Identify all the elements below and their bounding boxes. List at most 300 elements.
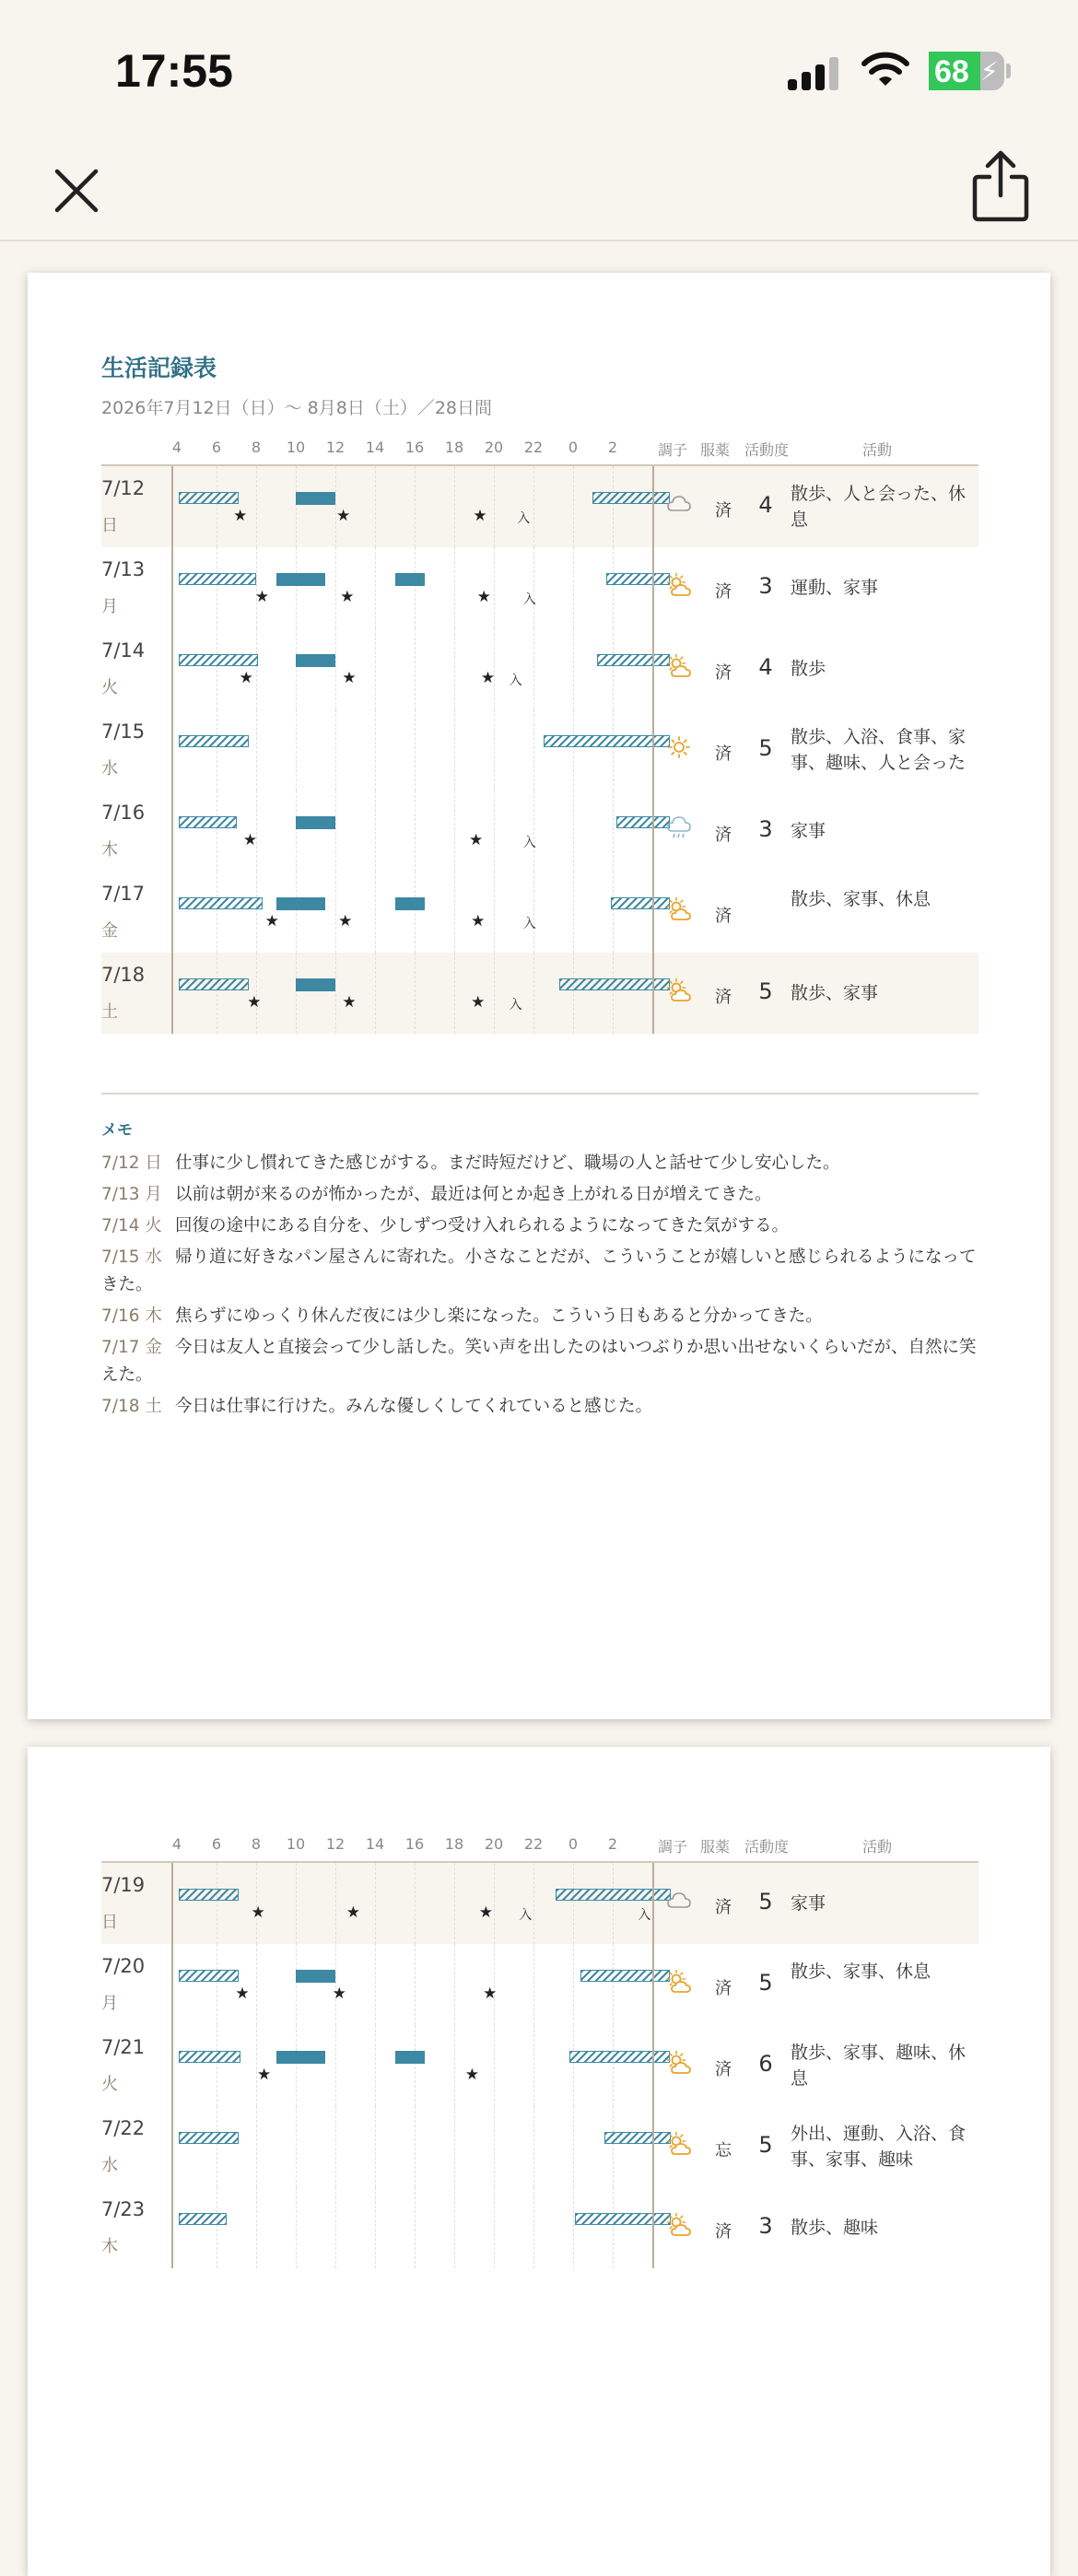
sleep-bar [569,2051,671,2063]
hour-gridline [494,709,495,790]
hour-gridline [256,2106,257,2187]
activity-level: 5 [758,978,773,1004]
memo-date: 7/17 金 [101,1338,162,1357]
sleep-bar [616,816,670,828]
document-period: 2026年7月12日（日）〜 8月8日（土）／28日間 [101,398,493,418]
hour-gridline [296,2187,297,2268]
memo-date: 7/12 日 [101,1153,162,1173]
hour-gridline [415,2025,416,2106]
memo-title: メモ [101,1121,133,1140]
hour-gridline [573,872,574,953]
hour-gridline [533,2025,534,2106]
row-date: 7/20 [101,1955,146,1977]
day-row [101,2025,978,2106]
hour-gridline [296,1944,297,2025]
day-row [101,2106,978,2187]
hour-gridline [296,547,297,628]
activities-column-header: 活動 [862,1838,893,1856]
hour-gridline [375,709,376,790]
activity-level-column-header: 活動度 [744,441,790,459]
row-weekday: 火 [101,678,118,697]
hour-gridline [454,2025,455,2106]
hour-gridline [573,628,574,709]
status-bar [0,0,1078,129]
medication-status: 済 [715,988,732,1007]
meal-star-icon: ★ [254,588,270,606]
share-icon[interactable] [967,149,1034,223]
hour-gridline [375,628,376,709]
chart-header [101,439,978,463]
hour-gridline [296,953,297,1034]
row-weekday: 金 [101,921,118,941]
hour-gridline [256,2187,257,2268]
hour-gridline [296,466,297,547]
row-date: 7/19 [101,1874,146,1896]
hour-gridline [494,466,495,547]
hour-gridline [335,2187,336,2268]
meal-star-icon: ★ [469,831,484,849]
hour-gridline [415,466,416,547]
meal-star-icon: ★ [235,1985,250,2003]
activity-level: 3 [758,2213,773,2239]
partly-sunny-weather-icon [665,571,693,599]
hour-tick-label: 18 [444,1835,464,1853]
row-weekday: 土 [101,1002,118,1022]
hour-tick-label: 12 [325,439,346,456]
sleep-bar [179,2213,227,2225]
hour-gridline [454,547,455,628]
activity-level-column-header: 活動度 [744,1838,790,1856]
medication-status: 済 [715,2060,732,2079]
memo-date: 7/15 水 [101,1247,162,1267]
hour-gridline [613,1863,614,1944]
row-date: 7/13 [101,558,146,580]
hour-gridline [533,2187,534,2268]
sleep-bar [606,573,670,585]
row-weekday: 木 [101,2237,118,2256]
activity-level: 3 [758,816,773,842]
day-row [101,790,978,872]
hour-tick-label: 6 [211,439,222,456]
activities-text: 散歩、趣味 [791,2218,879,2238]
hour-tick-label: 14 [365,439,385,456]
activities-text: 家事 [791,1893,826,1914]
hour-gridline [415,709,416,790]
hour-gridline [296,2106,297,2187]
medication-status: 済 [715,2222,732,2242]
activities-column-header: 活動 [862,441,893,459]
memo-text: 帰り道に好きなパン屋さんに寄れた。小さなことだが、こういうことが嬉しいと感じられるようになってきた。 [101,1247,977,1294]
row-weekday: 日 [101,516,118,535]
hour-tick-label: 8 [251,1835,262,1853]
day-row [101,2187,978,2268]
meal-star-icon: ★ [471,912,486,931]
hour-gridline [454,2187,455,2268]
hour-gridline [533,547,534,628]
row-weekday: 火 [101,2075,118,2094]
memo-text: 以前は朝が来るのが怖かったが、最近は何とか起き上がれる日が増えてきた。 [174,1185,772,1204]
memo-date: 7/13 月 [101,1185,162,1204]
hour-gridline [494,547,495,628]
memo-entry [101,1244,978,1299]
hour-gridline [415,1863,416,1944]
hour-gridline [613,709,614,790]
day-row [101,1944,978,2025]
hour-gridline [454,2106,455,2187]
medication-status: 済 [715,907,732,926]
document-title: 生活記録表 [101,355,217,381]
hour-gridline [573,790,574,872]
bath-marker: 入 [522,592,536,607]
hour-gridline [296,628,297,709]
hour-gridline [256,872,257,953]
work-bar [395,897,425,910]
hour-tick-label: 2 [607,1835,618,1853]
hour-gridline [573,2025,574,2106]
meal-star-icon: ★ [239,669,253,687]
hour-gridline [613,2025,614,2106]
activities-text: 散歩、家事、趣味、休息 [791,2043,967,2089]
activities-text: 散歩、家事 [791,983,879,1003]
hour-tick-label: 4 [171,439,182,456]
work-bar [276,897,326,910]
cellular-signal-icon [788,53,843,90]
bath-marker: 入 [509,998,522,1013]
memo-entry [101,1303,978,1330]
meal-star-icon: ★ [483,1985,498,2003]
meal-star-icon: ★ [264,912,279,931]
chart-header [101,1835,978,1859]
hour-gridline [415,2106,416,2187]
hour-gridline [256,709,257,790]
hour-gridline [415,547,416,628]
hour-gridline [613,953,614,1034]
status-time: 17:55 [115,45,233,97]
hour-gridline [533,709,534,790]
row-date: 7/17 [101,883,146,905]
day-row [101,628,978,709]
hour-gridline [573,466,574,547]
row-weekday: 月 [101,597,118,616]
meal-star-icon: ★ [340,588,355,606]
row-weekday: 水 [101,759,118,779]
sleep-bar [179,897,263,909]
meal-star-icon: ★ [332,1985,346,2003]
work-bar [296,978,335,991]
memo-text: 仕事に少し慣れてきた感じがする。まだ時短だけど、職場の人と話せて少し安心した。 [174,1153,840,1173]
hour-gridline [613,628,614,709]
day-row [101,466,978,547]
activity-level: 5 [758,2132,773,2158]
row-date: 7/23 [101,2198,146,2220]
row-date: 7/21 [101,2036,146,2058]
sleep-bar [179,2132,239,2144]
hour-gridline [454,466,455,547]
battery-cap [1006,64,1011,78]
medication-status: 忘 [715,2141,732,2160]
hour-gridline [613,2187,614,2268]
day-row [101,547,978,628]
day-row [101,953,978,1034]
hour-gridline [533,953,534,1034]
sleep-bar [179,978,249,990]
hour-gridline [296,872,297,953]
sleep-bar [575,2213,671,2225]
hour-tick-label: 10 [286,439,306,456]
hour-tick-label: 0 [568,439,579,456]
activity-level: 6 [758,2051,773,2077]
hour-gridline [533,466,534,547]
time-axis-right [652,466,654,1034]
meal-star-icon: ★ [342,669,357,687]
hour-tick-label: 12 [325,1835,346,1853]
life-record-chart-page1 [101,439,978,1028]
meal-star-icon: ★ [338,912,353,931]
row-date: 7/14 [101,639,146,662]
sleep-bar [580,1970,670,1982]
medication-status: 済 [715,501,732,521]
hour-gridline [533,2106,534,2187]
document-viewer[interactable] [0,243,1078,2256]
activities-text: 家事 [791,821,826,841]
sleep-bar [592,492,670,504]
row-weekday: 月 [101,1994,118,2013]
row-date: 7/15 [101,720,146,743]
charging-bolt-icon: ⚡ [980,56,999,87]
hour-gridline [533,872,534,953]
hour-tick-label: 6 [211,1835,222,1853]
hour-tick-label: 16 [404,1835,425,1853]
partly-sunny-weather-icon [665,2049,693,2077]
meal-star-icon: ★ [478,1903,494,1922]
hour-gridline [256,1944,257,2025]
close-icon[interactable] [48,162,105,219]
hour-gridline [335,2106,336,2187]
hour-gridline [375,2025,376,2106]
meal-star-icon: ★ [476,588,491,606]
meal-star-icon: ★ [480,669,496,687]
hour-tick-label: 2 [607,439,618,456]
row-date: 7/22 [101,2117,146,2139]
hour-gridline [494,872,495,953]
hour-gridline [454,628,455,709]
hour-gridline [415,872,416,953]
hour-gridline [494,2025,495,2106]
sleep-bar [179,492,239,504]
memo-text: 回復の途中にある自分を、少しずつ受け入れられるようになってきた気がする。 [174,1216,789,1235]
partly-sunny-weather-icon [665,2130,693,2158]
meal-star-icon: ★ [473,507,487,525]
hour-gridline [375,872,376,953]
wifi-icon [861,50,909,88]
activity-level: 5 [758,1889,773,1914]
memo-list [101,1150,978,1424]
partly-sunny-weather-icon [665,1968,693,1996]
sleep-bar [544,735,671,747]
hour-gridline [335,547,336,628]
hour-tick-label: 20 [484,439,504,456]
bath-marker: 入 [522,836,536,850]
hour-gridline [375,790,376,872]
pdf-page-2 [28,1747,1050,2576]
memo-date: 7/18 土 [101,1397,162,1416]
hour-gridline [415,2187,416,2268]
hour-gridline [573,2187,574,2268]
memo-entry [101,1212,978,1240]
hour-gridline [533,790,534,872]
partly-sunny-weather-icon [665,896,693,923]
hour-gridline [454,709,455,790]
viewer-toolbar [0,129,1078,241]
hour-gridline [494,790,495,872]
bath-marker: 入 [522,917,536,931]
hour-gridline [454,953,455,1034]
sleep-bar [604,2132,670,2144]
rainy-weather-icon [665,814,693,842]
sleep-bar [597,654,671,666]
work-bar [296,1970,335,1983]
hour-tick-label: 16 [404,439,425,456]
hour-gridline [573,2106,574,2187]
work-bar [395,2051,425,2064]
work-bar [395,573,425,586]
hour-gridline [494,2187,495,2268]
row-date: 7/16 [101,802,146,824]
hour-gridline [573,1944,574,2025]
memo-text: 焦らずにゆっくり休んだ夜には少し楽になった。こういう日もあると分かってきた。 [174,1306,823,1326]
bath-marker: 入 [509,673,522,688]
cloudy-weather-icon [665,1887,693,1914]
hour-gridline [613,872,614,953]
hour-gridline [454,1863,455,1944]
hour-tick-label: 22 [523,439,544,456]
meal-star-icon: ★ [242,831,258,849]
hour-gridline [415,1944,416,2025]
hour-tick-label: 0 [568,1835,579,1853]
hour-gridline [613,790,614,872]
hour-gridline [375,1863,376,1944]
hour-gridline [613,2106,614,2187]
mood-column-header: 調子 [658,1838,688,1856]
hour-gridline [335,790,336,872]
memo-text: 今日は友人と直接会って少し話した。笑い声を出したのはいつぶりか思い出せないくらいだが、自然に笑えた。 [101,1338,977,1385]
hour-gridline [533,1863,534,1944]
hour-gridline [296,790,297,872]
hour-gridline [573,547,574,628]
sleep-bar [179,573,256,585]
hour-gridline [375,2187,376,2268]
day-row [101,872,978,953]
hour-gridline [256,466,257,547]
hour-gridline [335,2025,336,2106]
row-weekday: 木 [101,840,118,860]
activities-text: 散歩、入浴、食事、家事、趣味、人と会った [791,727,967,773]
time-axis-right [652,1863,654,2268]
memo-entry [101,1393,978,1421]
hour-gridline [335,628,336,709]
section-divider [101,1093,978,1095]
bath-marker: 入 [638,1908,651,1923]
sunny-weather-icon [665,733,693,761]
medication-status: 済 [715,825,732,845]
memo-text: 今日は仕事に行けた。みんな優しくしてくれていると感じた。 [174,1397,652,1416]
hour-tick-label: 8 [251,439,262,456]
time-axis-left [171,1863,173,2268]
hour-gridline [573,1863,574,1944]
medication-column-header: 服薬 [700,1838,731,1856]
sleep-bar [179,2051,240,2063]
activity-level: 4 [758,492,773,518]
row-weekday: 水 [101,2156,118,2175]
memo-date: 7/14 火 [101,1216,162,1235]
activities-text: 散歩 [791,659,826,679]
hour-gridline [375,466,376,547]
activities-text: 散歩、家事、休息 [791,1961,932,1982]
hour-gridline [573,709,574,790]
hour-gridline [415,628,416,709]
medication-status: 済 [715,582,732,602]
battery-level: 68 [934,54,969,89]
work-bar [296,816,335,829]
hour-gridline [256,628,257,709]
hour-gridline [375,2106,376,2187]
hour-gridline [415,790,416,872]
sleep-bar [179,654,258,666]
sleep-bar [179,1970,239,1982]
sleep-bar [179,1889,239,1901]
meal-star-icon: ★ [247,993,262,1012]
partly-sunny-weather-icon [665,977,693,1004]
mood-column-header: 調子 [658,441,688,459]
row-date: 7/12 [101,477,146,499]
row-date: 7/18 [101,964,146,986]
meal-star-icon: ★ [233,507,248,525]
hour-gridline [375,1944,376,2025]
pdf-page-1 [28,273,1050,1719]
memo-entry [101,1334,978,1389]
hour-gridline [375,953,376,1034]
hour-tick-label: 14 [365,1835,385,1853]
hour-gridline [296,709,297,790]
time-axis-left [171,466,173,1034]
activity-level: 4 [758,654,773,680]
activities-text: 散歩、人と会った、休息 [791,484,967,530]
meal-star-icon: ★ [251,1903,265,1922]
hour-gridline [375,547,376,628]
sleep-bar [179,735,249,747]
meal-star-icon: ★ [464,2066,479,2084]
sleep-bar [611,897,671,909]
sleep-bar [179,816,237,828]
memo-entry [101,1150,978,1177]
medication-status: 済 [715,1898,732,1917]
hour-gridline [494,953,495,1034]
hour-gridline [335,1863,336,1944]
bath-marker: 入 [517,511,531,526]
partly-sunny-weather-icon [665,2211,693,2239]
work-bar [296,492,335,505]
meal-star-icon: ★ [256,2066,272,2084]
hour-tick-label: 4 [171,1835,182,1853]
hour-gridline [613,466,614,547]
work-bar [276,573,326,586]
day-row [101,709,978,790]
hour-tick-label: 22 [523,1835,544,1853]
hour-tick-label: 10 [286,1835,306,1853]
day-row [101,1863,978,1944]
memo-date: 7/16 木 [101,1306,162,1326]
memo-entry [101,1181,978,1209]
